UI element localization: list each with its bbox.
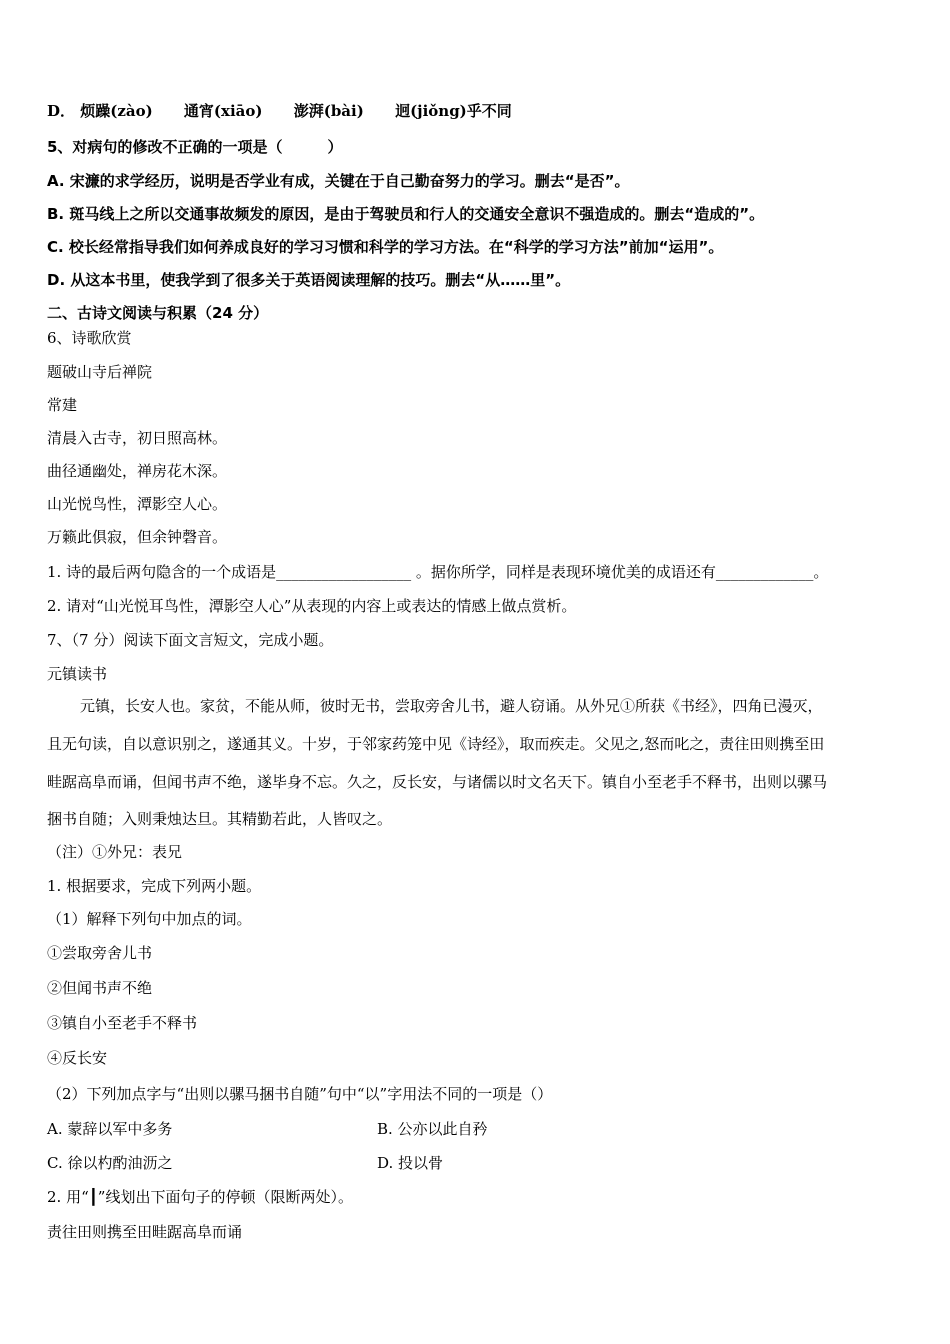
question-5-stem: 5、对病句的修改不正确的一项是（ ）	[47, 138, 343, 156]
option-item: 烦躁(zào)	[80, 102, 153, 120]
question-7-stem: 7、（7 分）阅读下面文言短文，完成小题。	[47, 631, 334, 649]
question-5-option-c: C. 校长经常指导我们如何养成良好的学习习惯和科学的学习方法。在“科学的学习方法”前加“运用”。	[47, 238, 724, 256]
question-5-option-d: D. 从这本书里，使我学到了很多关于英语阅读理解的技巧。删去“从……里”。	[47, 271, 571, 289]
question-6-sub1: 1. 诗的最后两句隐含的一个成语是__________________ 。据你所学，同样是表现环境优美的成语还有_____________。	[47, 563, 829, 581]
question-7-sub1: 1. 根据要求，完成下列两小题。	[47, 877, 262, 895]
passage-line: 元镇，长安人也。家贫，不能从师，彼时无书，尝取旁舍儿书，避人窃诵。从外兄①所获《书经》，四角已漫灭，	[80, 697, 823, 715]
question-5-option-a: A. 宋濂的求学经历，说明是否学业有成，关键在于自己勤奋努力的学习。删去“是否”。	[47, 172, 630, 190]
passage-line: 捆书自随；入则秉烛达旦。其精勤若此，人皆叹之。	[47, 810, 393, 828]
passage-line: 且无句读，自以意识别之，遂通其义。十岁，于邻家药笼中见《诗经》，取而疾走。父见之,怒而叱之，责往田则携至田	[47, 735, 825, 753]
passage-note: （注）①外兄：表兄	[47, 843, 183, 861]
choice-b: B. 公亦以此自矜	[377, 1120, 488, 1138]
choice-c: C. 徐以杓酌油沥之	[47, 1154, 173, 1172]
choice-d: D. 投以骨	[377, 1154, 444, 1172]
question-7-sub1-part1: （1）解释下列句中加点的词。	[47, 910, 252, 928]
option-item: 迥(jiǒng)乎不同	[395, 102, 512, 120]
poem-line: 清晨入古寺，初日照高林。	[47, 429, 228, 447]
option-item: 通宵(xiāo)	[183, 102, 263, 120]
question-7-sub2-text: 责往田则携至田畦踞高阜而诵	[47, 1223, 243, 1241]
option-label: D．	[47, 102, 76, 120]
word-item: ①尝取旁舍儿书	[47, 944, 153, 962]
question-6-stem: 6、诗歌欣赏	[47, 329, 132, 347]
passage-line: 畦踞高阜而诵，但闻书声不绝，遂毕身不忘。久之，反长安，与诸儒以时文名天下。镇自小至老手不释书，出则以骡马	[47, 773, 828, 791]
option-item: 澎湃(bài)	[293, 102, 364, 120]
question-6-sub2: 2. 请对“山光悦耳鸟性，潭影空人心”从表现的内容上或表达的情感上做点赏析。	[47, 597, 577, 615]
poem-line: 山光悦鸟性，潭影空人心。	[47, 495, 228, 513]
section-heading: 二、古诗文阅读与积累（24 分）	[47, 304, 269, 322]
question-5-option-b: B. 斑马线上之所以交通事故频发的原因，是由于驾驶员和行人的交通安全意识不强造成的。删去“造成的”。	[47, 205, 765, 223]
word-item: ③镇自小至老手不释书	[47, 1014, 198, 1032]
question-7-sub1-part2: （2）下列加点字与“出则以骡马捆书自随”句中“以”字用法不同的一项是（）	[47, 1085, 553, 1103]
poem-title: 题破山寺后禅院	[47, 363, 153, 381]
poem-line: 曲径通幽处，禅房花木深。	[47, 462, 228, 480]
question-7-sub2: 2. 用“┃”线划出下面句子的停顿（限断两处）。	[47, 1188, 353, 1206]
choice-a: A. 蒙辞以军中多务	[47, 1120, 173, 1138]
question-4-option-d	[47, 101, 512, 121]
passage-title: 元镇读书	[47, 665, 108, 683]
word-item: ④反长安	[47, 1049, 108, 1067]
word-item: ②但闻书声不绝	[47, 979, 153, 997]
poem-author: 常建	[47, 396, 78, 414]
poem-line: 万籁此俱寂，但余钟磬音。	[47, 528, 228, 546]
